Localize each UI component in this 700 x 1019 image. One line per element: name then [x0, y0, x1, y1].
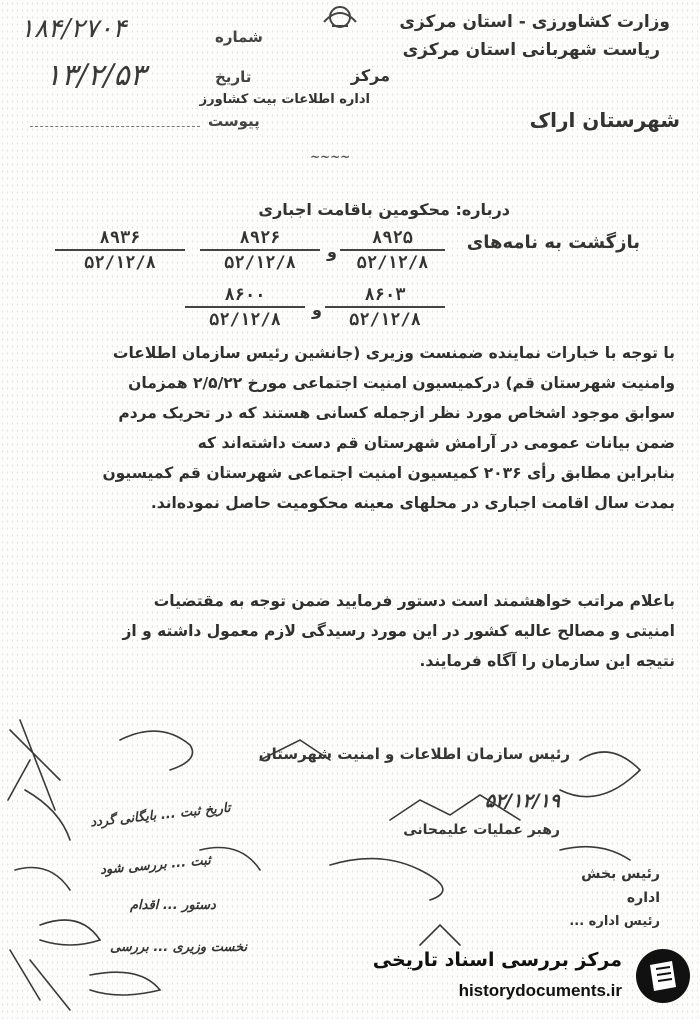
- header-sub-mark: ~~~~: [310, 150, 351, 164]
- emblem-icon: [318, 2, 362, 32]
- reference-fraction: ۸۹۲۶ ۵۲/۱۲/۸: [200, 228, 320, 273]
- margin-note: نخست وزیری ... بررسی: [110, 940, 248, 955]
- header-line-2: ریاست شهربانی استان مرکزی: [402, 40, 660, 60]
- reference-fraction: ۸۶۰۳ ۵۲/۱۲/۸: [325, 285, 445, 330]
- watermark-url: historydocuments.ir: [458, 981, 622, 1000]
- references-prefix: بازگشت به نامه‌های: [466, 232, 640, 253]
- header-line-3: مرکز: [350, 66, 390, 85]
- margin-note: دستور ... اقدام: [130, 898, 216, 913]
- date-value: ۱۳/۲/۵۳: [45, 58, 146, 93]
- signature-date: ۵۲/۱۲/۱۹: [484, 790, 560, 812]
- archive-logo-icon: [634, 947, 692, 1005]
- body-line: نتیجه این سازمان را آگاه فرمایند.: [419, 652, 675, 670]
- margin-note: اداره: [626, 890, 660, 906]
- watermark: [372, 941, 692, 1013]
- reference-and: و: [312, 300, 322, 319]
- date-label: تاریخ: [215, 68, 252, 86]
- reference-fraction: ۸۹۲۵ ۵۲/۱۲/۸: [340, 228, 445, 273]
- margin-note: تاریخ ثبت ... بایگانی گردد: [89, 800, 232, 831]
- number-label: شماره: [215, 28, 263, 46]
- body-line: ضمن بیانات عمومی در آرامش شهرستان قم دست داشته‌اند که: [197, 434, 675, 452]
- header-line-4: اداره اطلاعات بیت کشاورز: [199, 92, 370, 107]
- number-value: ۱۸۴/۲۷۰۴: [20, 14, 127, 44]
- body-line: بنابراین مطابق رأی ۲۰۳۶ کمیسیون امنیت اجتماعی شهرستان قم کمیسیون: [102, 464, 675, 482]
- body-line: وامنیت شهرستان قم) درکمیسیون امنیت اجتماعی مورخ ۲/۵/۲۲ همزمان: [128, 374, 675, 392]
- signature-title: رئیس سازمان اطلاعات و امنیت شهرستان: [258, 745, 570, 763]
- header-line-5: شهرستان اراک: [529, 108, 680, 132]
- subject-line: درباره: محکومین باقامت اجباری: [258, 200, 510, 219]
- body-line: سوابق موجود اشخاص مورد نظر ازجمله کسانی هستند که در تحریک مردم: [118, 404, 675, 422]
- header-line-1: وزارت کشاورزی - استان مرکزی: [399, 12, 670, 32]
- reference-fraction: ۸۶۰۰ ۵۲/۱۲/۸: [185, 285, 305, 330]
- body-line: امنیتی و مصالح عالیه کشور در این مورد رسیدگی لازم معمول داشته و از: [122, 622, 675, 640]
- body-paragraph-2: [35, 586, 675, 676]
- body-line: بمدت سال اقامت اجباری در محلهای معینه محکومیت حاصل نموده‌اند.: [150, 494, 675, 512]
- signature-role: رهبر عملیات علیمحانی: [403, 822, 560, 838]
- margin-note: رئیس بخش: [581, 866, 660, 882]
- attachment-line: [30, 126, 200, 127]
- attachment-label: پیوست: [208, 112, 260, 130]
- body-line: باعلام مراتب خواهشمند است دستور فرمایید ضمن توجه به مقتضیات: [153, 592, 675, 610]
- body-paragraph-1: [35, 338, 675, 518]
- body-line: با توجه با خبارات نماینده ضمنست وزیری (جانشین رئیس سازمان اطلاعات: [112, 344, 675, 362]
- margin-note: ثبت ... بررسی شود: [99, 853, 212, 878]
- reference-and: و: [327, 242, 337, 261]
- reference-fraction: ۸۹۳۶ ۵۲/۱۲/۸: [55, 228, 185, 273]
- watermark-title: مرکز بررسی اسناد تاریخی: [372, 949, 622, 971]
- margin-note: رئیس اداره ...: [569, 914, 660, 929]
